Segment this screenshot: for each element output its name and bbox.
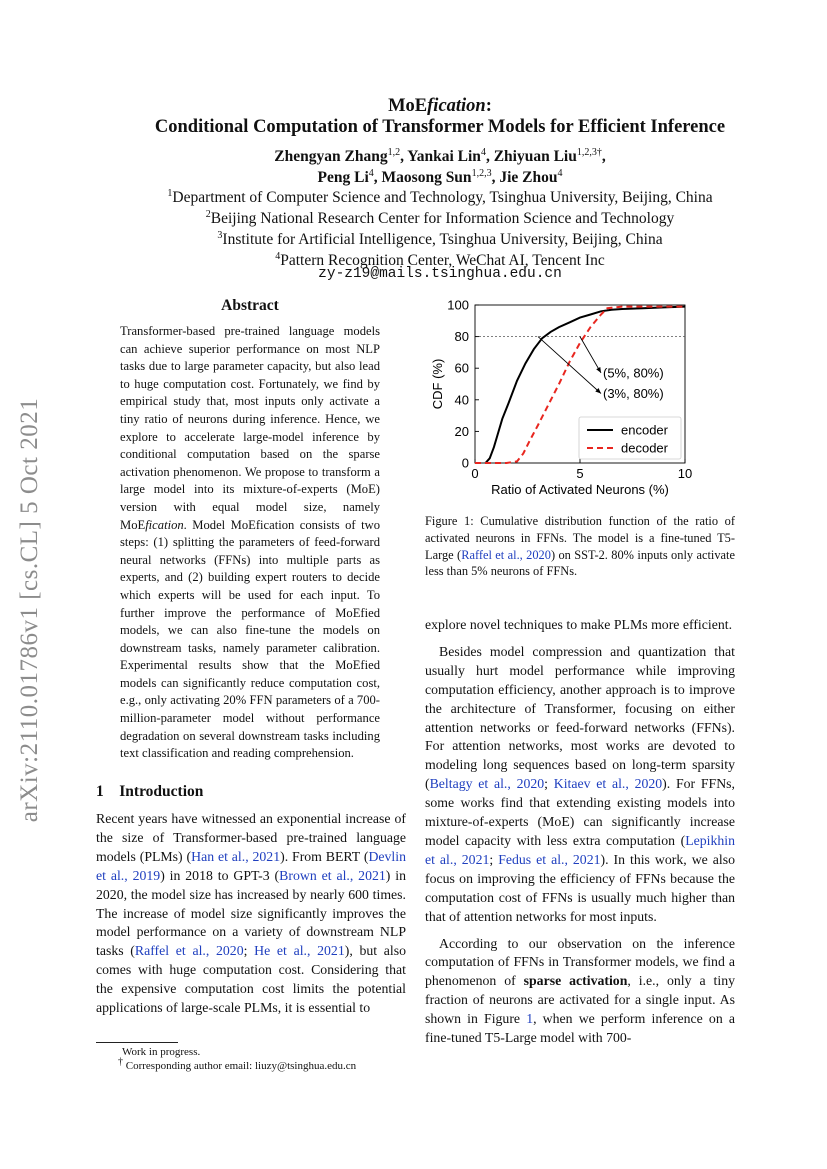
- author-1: Zhengyan Zhang: [274, 148, 388, 165]
- caption-citation[interactable]: Raffel et al., 2020: [461, 547, 551, 562]
- footnote-2: [96, 1056, 406, 1073]
- affiliation-2-sup: 2: [205, 208, 211, 220]
- citation-link[interactable]: Han et al., 2021: [191, 848, 281, 864]
- y-tick-label: 80: [454, 329, 469, 345]
- body-text: ;: [544, 776, 554, 792]
- author-list: [80, 146, 800, 188]
- y-tick-label: 100: [447, 297, 469, 313]
- annotation-arrowhead: [596, 367, 601, 373]
- citation-link[interactable]: Beltagy et al., 2020: [429, 776, 545, 792]
- annotation-label: (5%, 80%): [603, 365, 664, 381]
- affiliation-2: [80, 208, 800, 229]
- affiliation-4-text: Pattern Recognition Center, WeChat AI, Tencent Inc: [280, 252, 605, 269]
- affiliation-2-text: Beijing National Research Center for Information Science and Technology: [210, 210, 675, 227]
- citation-link[interactable]: Raffel et al., 2020: [134, 943, 244, 959]
- body-text: ). For FFNs, some works find that extending existing models into mixture-of-experts (MoE) can significantly increase model capacity with less extra computation (: [425, 776, 735, 848]
- legend-label-encoder: encoder: [621, 422, 668, 438]
- abstract-body: [120, 323, 380, 763]
- section-title: Introduction: [119, 783, 204, 800]
- abstract-text-2: . Model MoEfication consists of two steps: (1) splitting the parameters of feed-forward neural networks (FFNs) into multiple parts as experts, and (2) building expert routers to decide which experts will be used for each input. To further improve the performance of MoEfied models, we can also fine-tune the models on downstream tasks, namely parameter calibration. Experimental results show that the MoEfied models can significantly reduce computation cost, e.g., only activating 20% FFN parameters of a 700-million-parameter model without performance degradation on several downstream tasks including text classification and reading comprehension.: [120, 517, 380, 761]
- figure-caption: [425, 513, 735, 580]
- author-line-2: Peng Li$^4$, Maosong Sun$^{1,2,3}$, Jie Zhou$^4$: [317, 167, 563, 186]
- citation-link[interactable]: Devlin et al., 2019: [96, 848, 406, 883]
- intro-text: ) in 2020, the model size has increased by nearly 600 times. The increase of model size significantly improves the model performance on a variety of downstream NLP tasks (: [96, 867, 406, 959]
- x-tick-label: 0: [471, 466, 479, 481]
- body-text: , i.e., only a tiny fraction of neurons are activated for a single input. As shown in Figure: [425, 973, 735, 1027]
- abstract-heading: Abstract: [221, 297, 279, 314]
- affiliation-1-sup: 1: [167, 187, 173, 199]
- citation-link[interactable]: He et al., 2021: [254, 943, 345, 959]
- x-axis-label: Ratio of Activated Neurons (%): [491, 482, 669, 497]
- body-text: ;: [489, 851, 499, 867]
- footnotes: [96, 1045, 406, 1073]
- abstract-text-italic: fication: [145, 517, 184, 532]
- author-4: Peng Li: [317, 169, 369, 186]
- author-4-sup: 4: [368, 167, 374, 179]
- caption-text: Figure 1: Cumulative distribution function of the ratio of activated neurons in FFNs. The model is a fine-tuned T5-Large (: [425, 514, 735, 562]
- affiliation-3: [80, 229, 800, 250]
- annotation-arrow: [580, 337, 601, 373]
- intro-paragraph: [96, 810, 406, 1018]
- citation-link[interactable]: Lepikhin et al., 2021: [425, 832, 735, 867]
- x-tick-label: 5: [576, 466, 584, 481]
- title-colon: :: [485, 96, 492, 116]
- paragraph-ffn-efficiency: [425, 643, 735, 927]
- body-bold-term: sparse activation: [523, 973, 628, 989]
- intro-text: ) in 2018 to GPT-3 (: [160, 867, 280, 883]
- paper-title: [80, 96, 800, 138]
- citation-link[interactable]: Kitaev et al., 2020: [553, 776, 663, 792]
- right-column-body: [425, 616, 735, 1048]
- cdf-chart: [425, 295, 735, 500]
- caption-text: ) on SST-2. 80% inputs only activate less than 5% neurons of FFNs.: [425, 547, 735, 579]
- arxiv-identifier-text: arXiv:2110.01786v1 [cs.CL] 5 Oct 2021: [16, 397, 43, 823]
- annotation-arrow: [538, 337, 601, 394]
- figure-ref-link[interactable]: 1: [526, 1011, 534, 1027]
- y-tick-label: 20: [454, 423, 469, 439]
- affiliation-1: [80, 187, 800, 208]
- abstract-text-1: Transformer-based pre-trained language models can achieve superior performance on most NLP tasks due to large parameter capacity, but also lead to huge computation cost. Fortunately, we find by empirical study that, most inputs only activate a tiny ratio of neurons during inference. Hence, we explore to accelerate large-model inference by conditional computation based on the sparse activation phenomenon. We propose to transform a large model into its mixture-of-experts (MoE) version with equal model size, namely MoE: [120, 324, 380, 532]
- intro-text: ). From BERT (: [280, 848, 369, 864]
- title-line-1: [80, 96, 800, 117]
- body-text: According to our observation on the inference computation of FFNs in Transformer models, we find a phenomenon of: [425, 935, 735, 989]
- annotation-label: (3%, 80%): [603, 385, 664, 401]
- author-1-sup: 1,2: [387, 146, 401, 158]
- paragraph-continued: explore novel techniques to make PLMs more efficient.: [425, 617, 733, 632]
- paragraph-sparse-activation: [425, 935, 735, 1048]
- y-axis-label: CDF (%): [430, 358, 445, 410]
- affiliation-1-text: Department of Computer Science and Technology, Tsinghua University, Beijing, China: [172, 189, 713, 206]
- footnote-2-text: Corresponding author email: liuzy@tsinghua.edu.cn: [123, 1060, 357, 1072]
- body-text: , when we perform inference on a fine-tuned T5-Large model with 700-: [425, 1011, 735, 1046]
- y-tick-label: 60: [454, 360, 469, 376]
- body-text: ). In this work, we also focus on improving the efficiency of FFNs because the computation cost of FFNs is usually much higher than that of attention networks for most inputs.: [425, 851, 735, 924]
- intro-text: ;: [243, 943, 255, 959]
- legend-label-decoder: decoder: [621, 440, 668, 456]
- author-3-sup: 1,2,3†: [576, 146, 602, 158]
- footnote-2-mark: †: [118, 1056, 123, 1068]
- body-text: Besides model compression and quantization that usually hurt model performance while improving computation efficiency, another approach is to improve the architecture of Transformer, focusing on either attention networks or feed-forward networks (FFNs). For attention networks, most works are devoted to modeling long sequences based on long-term sparsity (: [425, 643, 735, 792]
- affiliations: [80, 187, 800, 271]
- author-2: Yankai Lin: [407, 148, 481, 165]
- footnote-rule: [96, 1042, 178, 1043]
- title-name-italic: fication: [427, 96, 486, 116]
- intro-text: ), but also comes with huge computation cost. Considering that the expensive computation cost limits the potential applications of large-scale PLMs, it is essential to: [96, 943, 407, 1016]
- citation-link[interactable]: Fedus et al., 2021: [498, 851, 601, 867]
- author-2-sup: 4: [480, 146, 486, 158]
- author-6: Jie Zhou: [499, 169, 558, 186]
- author-3: Zhiyuan Liu: [493, 148, 577, 165]
- footnote-1: Work in progress.: [122, 1046, 201, 1058]
- y-tick-label: 40: [454, 392, 469, 408]
- title-line-2: Conditional Computation of Transformer Models for Efficient Inference: [154, 117, 726, 137]
- title-name-prefix: MoE: [388, 96, 428, 116]
- author-line-1: Zhengyan Zhang$^{1,2}$, Yankai Lin$^4$, Zhiyuan Liu$^{1,2,3\dagger}$,: [274, 146, 606, 165]
- section-heading-introduction: [96, 783, 203, 801]
- intro-text: Recent years have witnessed an exponential increase of the size of Transformer-based pre-trained language models (PLMs) (: [96, 811, 406, 864]
- author-5: Maosong Sun: [381, 169, 472, 186]
- affiliation-4-sup: 4: [275, 250, 281, 262]
- arxiv-identifier: [10, 380, 50, 840]
- citation-link[interactable]: Brown et al., 2021: [279, 867, 386, 883]
- author-5-sup: 1,2,3: [471, 167, 492, 179]
- author-6-sup: 4: [557, 167, 563, 179]
- affiliation-3-sup: 3: [217, 229, 223, 241]
- affiliation-3-text: Institute for Artificial Intelligence, Tsinghua University, Beijing, China: [222, 231, 663, 248]
- x-tick-label: 10: [677, 466, 693, 481]
- y-tick-label: 0: [461, 455, 469, 471]
- section-number: 1: [96, 783, 104, 800]
- contact-email[interactable]: zy-z19@mails.tsinghua.edu.cn: [318, 266, 562, 282]
